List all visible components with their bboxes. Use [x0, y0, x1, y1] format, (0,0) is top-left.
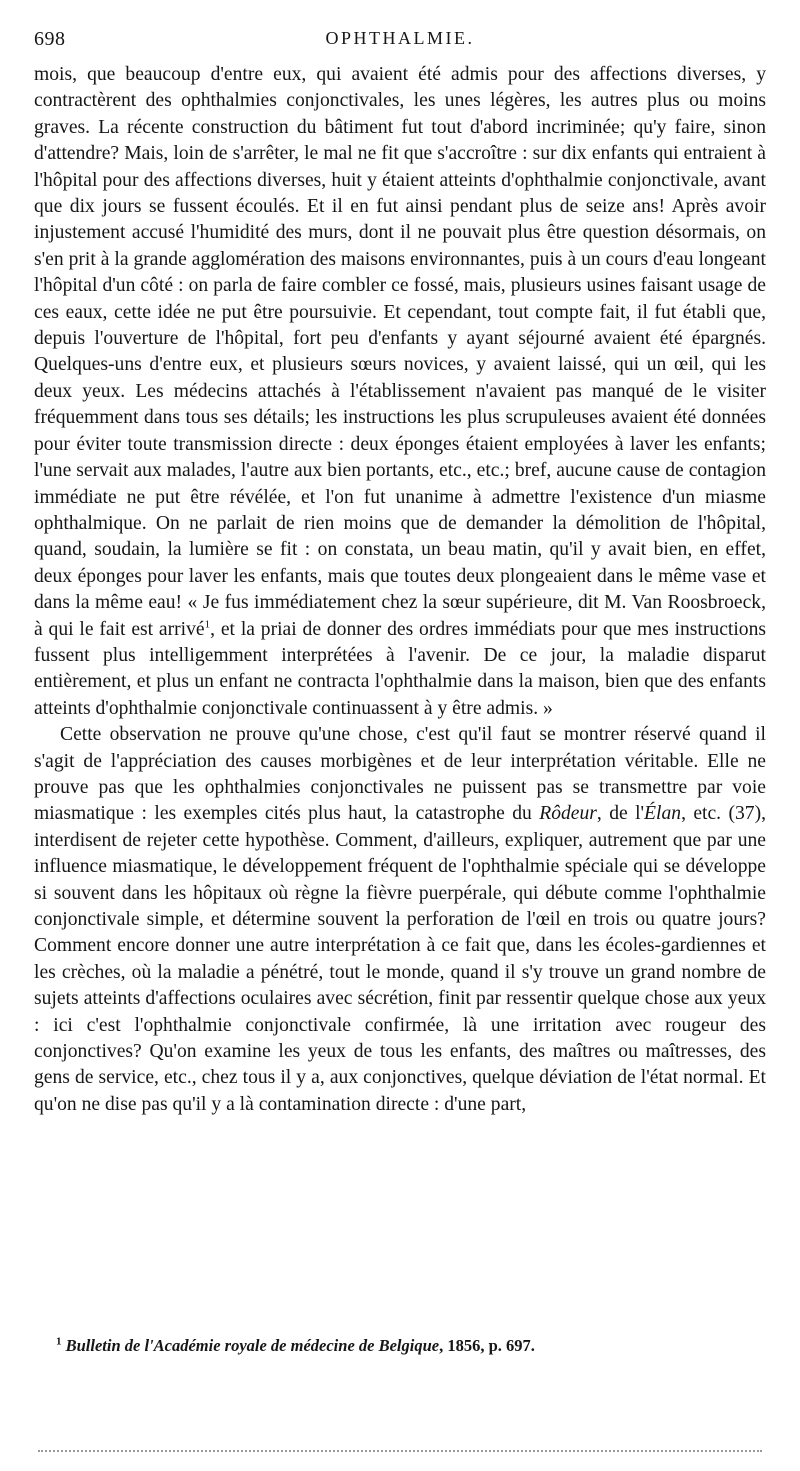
body-text	[34, 62, 766, 1118]
footnote-reference: 1	[204, 618, 211, 630]
bottom-dotted-rule	[38, 1450, 762, 1452]
footnote	[56, 1336, 766, 1356]
footnote-citation-rest: , 1856, p. 697.	[439, 1336, 535, 1355]
ship-name-rodeur: Rôdeur	[539, 803, 597, 825]
paragraph-1-part-1: mois, que beaucoup d'entre eux, qui avaient été admis pour des affections diverses, y contractèrent des ophthalmies conjonctivales, les unes légères, les autres plus ou moins graves. La récente construction du bâtiment fut tout d'abord incriminée; qu'y faire, sinon d'attendre? Mais, loin de s'arrêter, le mal ne fit que s'accroître : sur dix enfants qui entraient à l'hôpital pour des affections diverses, huit y étaient atteints d'ophthalmie conjonctivale, avant que dix jours se fussent écoulés. Et il en fut ainsi pendant plus de seize ans! Après avoir injustement accusé l'humidité des murs, dont il ne pouvait plus être question désormais, on s'en prit à la grande agglomération des maisons environnantes, puis à un cours d'eau longeant l'hôpital d'un côté : on parla de faire combler ce fossé, mais, plusieurs usines faisant usage de ces eaux, cette idée ne put être poursuivie. Et cependant, tout compte fait, il fut établi que, depuis l'ouverture de l'hôpital, fort peu d'enfants y ayant séjourné avaient été épargnés. Quelques-uns d'entre eux, et plusieurs sœurs novices, y avaient laissé, qui un œil, qui les deux yeux. Les médecins attachés à l'établissement n'avaient pas manqué de le visiter fréquemment dans tous ses détails; les instructions les plus scrupuleuses avaient été données pour éviter toute transmission directe : deux éponges étaient employées à laver les enfants; l'une servait aux malades, l'autre aux bien portants, etc., etc.; bref, aucune cause de contagion immédiate ne put être révélée, et l'on fut unanime à admettre l'existence d'un miasme ophthalmique. On ne parlait de rien moins que de demander la démolition de l'hôpital, quand, soudain, la lumière se fit : on constata, un beau matin, qu'il y avait bien, en effet, deux éponges pour laver les enfants, mais que toutes deux plongeaient dans le même vase et dans la même eau! « Je fus immédiatement chez la sœur supérieure, dit M. Van Roosbroeck, à qui le fait est arrivé	[34, 64, 766, 640]
page-number: 698	[34, 28, 66, 50]
paragraph-2	[34, 722, 766, 1118]
paragraph-2-part-2: , de l'	[596, 803, 645, 825]
paragraph-1	[34, 62, 766, 722]
footnote-citation-title: Bulletin de l'Académie royale de médecine de Belgique	[65, 1336, 440, 1355]
paragraph-2-part-1: Cette observation ne prouve qu'une chose, c'est qu'il faut se montrer réservé quand il s'agit de l'appréciation des causes morbigènes et de leur interprétation véritable. Elle ne prouve pas que les ophthalmies conjonctivales ne puissent pas se transmettre par voie miasmatique : les exemples cités plus haut, la catastrophe du	[34, 724, 766, 825]
running-title: OPHTHALMIE.	[325, 28, 475, 48]
paragraph-1-part-2: , et la priai de donner des ordres immédiats pour que mes instructions fussent plus intelligemment interprétées à l'avenir. De ce jour, la maladie disparut entièrement, et plus un enfant ne contracta l'ophthalmie dans la maison, bien que des enfants atteints d'ophthalmie conjonctivale continuassent à y être admis. »	[34, 618, 766, 719]
ship-name-elan: Élan	[644, 803, 682, 825]
page-header	[34, 28, 766, 54]
footnote-marker: 1	[56, 1335, 62, 1348]
paragraph-2-part-3: , etc. (37), interdisent de rejeter cette hypothèse. Comment, d'ailleurs, expliquer, autrement que par une influence miasmatique, le développement fréquent de l'ophthalmie spéciale qui se développe si souvent dans les hôpitaux où règne la fièvre puerpérale, qui débute comme l'ophthalmie conjonctivale simple, et détermine souvent la perforation de l'œil en trois ou quatre jours? Comment encore donner une autre interprétation à ce fait que, dans les écoles-gardiennes et les crèches, où la maladie a pénétré, tout le monde, quand il s'y trouve un grand nombre de sujets atteints d'affections oculaires avec sécrétion, finit par ressentir quelque chose aux yeux : ici c'est l'ophthalmie conjonctivale confirmée, là une irritation avec rougeur des conjonctives? Qu'on examine les yeux de tous les enfants, des maîtres ou maîtresses, des gens de service, etc., chez tous il y a, aux conjonctives, quelque déviation de l'état normal. Et qu'on ne dise pas qu'il y a là contamination directe : d'une part,	[34, 803, 766, 1115]
